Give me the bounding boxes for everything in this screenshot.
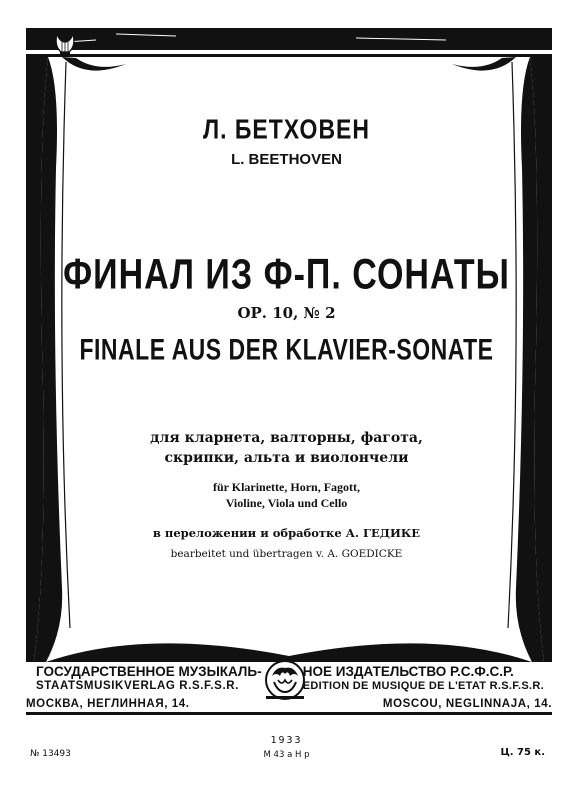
address-fr: MOSCOU, NEGLINNAJA, 14. <box>382 698 552 710</box>
instrumentation-ru-line-2: скрипки, альта и виолончели <box>164 450 409 466</box>
musgiz-emblem-icon <box>262 658 308 704</box>
publisher-band <box>26 660 552 714</box>
publisher-name-de: STAATSMUSIKVERLAG R.S.F.S.R. <box>36 680 239 692</box>
publisher-left <box>36 664 262 694</box>
publisher-right <box>303 664 544 694</box>
author-name-de: L. BEETHOVEN <box>231 151 342 168</box>
price: Ц. 75 к. <box>500 747 545 758</box>
arrangement-credit-de: bearbeitet und übertragen v. A. GOEDICKE <box>170 548 403 560</box>
publisher-name-ru-part2: НОЕ ИЗДАТЕЛЬСТВО Р.С.Ф.С.Р. <box>302 664 514 679</box>
instrumentation-de-line-1: für Klarinette, Horn, Fagott, <box>212 480 361 494</box>
work-title-de: FINALE AUS DER KLAVIER-SONATE <box>79 331 494 366</box>
arrangement-credit-ru: в переложении и обработке А. ГЕДИКЕ <box>152 526 421 540</box>
print-mark: М 43 а Н р <box>263 750 310 760</box>
publisher-name-fr: EDITION DE MUSIQUE DE L'ETAT R.S.F.S.R. <box>302 680 544 692</box>
opus-number: ОР. 10, № 2 <box>237 304 336 322</box>
plate-number: № 13493 <box>30 749 71 759</box>
publisher-name-ru-part1: ГОСУДАРСТВЕННОЕ МУЗЫКАЛЬ- <box>36 664 262 679</box>
work-title-ru: ФИНАЛ ИЗ Ф-П. СОНАТЫ <box>63 251 510 299</box>
instrumentation-de-line-2: Violine, Viola und Cello <box>225 496 348 510</box>
address-ru: МОСКВА, НЕГЛИННАЯ, 14. <box>26 698 190 710</box>
address-rule <box>26 712 552 715</box>
instrumentation-ru-line-1: для кларнета, валторны, фагота, <box>150 430 423 446</box>
author-name-ru: Л. БЕТХОВЕН <box>202 113 371 145</box>
lyre-icon <box>52 28 78 60</box>
publication-year: 1933 <box>270 735 303 746</box>
